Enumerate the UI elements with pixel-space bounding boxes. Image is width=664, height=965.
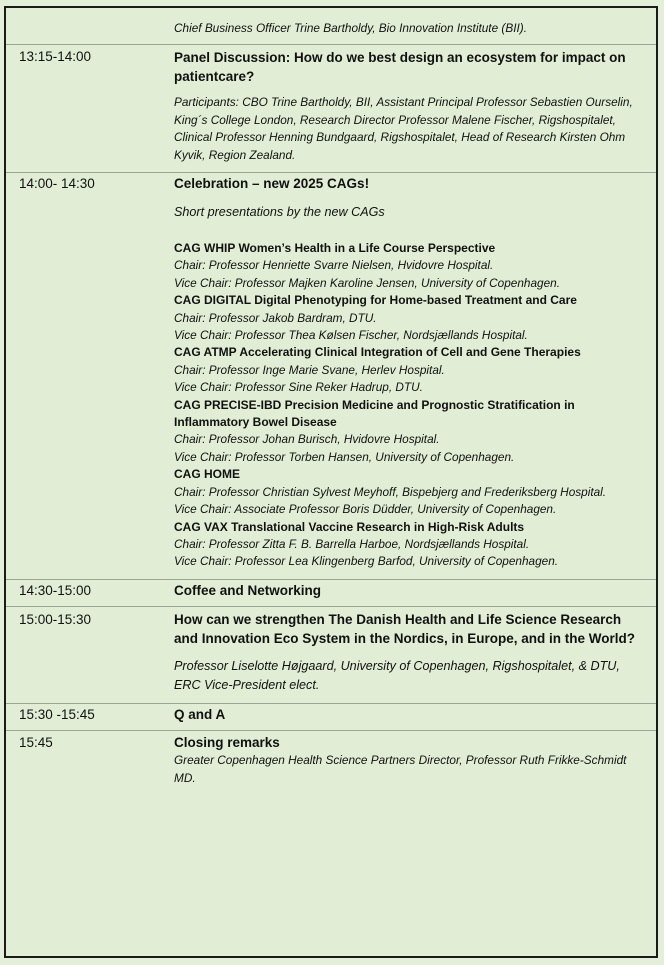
cag-title: CAG ATMP Accelerating Clinical Integration of Cell and Gene Therapies <box>174 345 581 360</box>
row-divider <box>6 606 656 607</box>
row-title: Panel Discussion: How do we best design an ecosystem for impact on patientcare? <box>174 50 626 84</box>
cag-vice-chair: Vice Chair: Professor Torben Hansen, University of Copenhagen. <box>174 449 515 464</box>
row-divider <box>6 730 656 731</box>
cag-chair: Chair: Professor Henriette Svarre Nielsen, Hvidovre Hospital. <box>174 258 494 273</box>
row-title: How can we strengthen The Danish Health and Life Science Research and Innovation Eco System in the Nordics, in Europe, and in the World? <box>174 612 636 646</box>
program-frame <box>4 6 658 958</box>
cag-chair: Chair: Professor Johan Burisch, Hvidovre Hospital. <box>174 432 440 447</box>
cag-vice-chair: Vice Chair: Professor Majken Karoline Jensen, University of Copenhagen. <box>174 275 561 290</box>
row-time: 13:15-14:00 <box>19 49 92 64</box>
row-note: Greater Copenhagen Health Science Partners Director, Professor Ruth Frikke-Schmidt MD. <box>174 753 627 785</box>
row-divider <box>6 44 656 45</box>
row-note: Professor Liselotte Højgaard, University of Copenhagen, Rigshospitalet, & DTU, ERC Vice-President elect. <box>174 659 620 692</box>
row-time: 15:30 -15:45 <box>19 707 95 722</box>
intro-line: Chief Business Officer Trine Bartholdy, Bio Innovation Institute (BII). <box>174 21 527 35</box>
row-time: 14:00- 14:30 <box>19 176 95 191</box>
cag-vice-chair: Vice Chair: Professor Lea Klingenberg Barfod, University of Copenhagen. <box>174 554 559 569</box>
cag-title: CAG WHIP Women’s Health in a Life Course Perspective <box>174 241 496 255</box>
row-time: 15:00-15:30 <box>19 612 92 627</box>
row-title: Q and A <box>174 707 226 722</box>
row-title: Coffee and Networking <box>174 583 322 598</box>
row-divider <box>6 172 656 173</box>
cag-chair: Chair: Professor Zitta F. B. Barrella Harboe, Nordsjællands Hospital. <box>174 536 530 551</box>
cag-title: CAG HOME <box>174 467 240 482</box>
row-title: Closing remarks <box>174 735 280 750</box>
row-note: Short presentations by the new CAGs <box>174 205 385 219</box>
cag-vice-chair: Vice Chair: Associate Professor Boris Düdder, University of Copenhagen. <box>174 502 557 517</box>
cag-title: CAG DIGITAL Digital Phenotyping for Home-based Treatment and Care <box>174 293 577 308</box>
cag-vice-chair: Vice Chair: Professor Sine Reker Hadrup, DTU. <box>174 380 423 395</box>
row-time: 14:30-15:00 <box>19 583 92 598</box>
cag-chair: Chair: Professor Jakob Bardram, DTU. <box>174 310 377 325</box>
cag-vice-chair: Vice Chair: Professor Thea Kølsen Fischer, Nordsjællands Hospital. <box>174 328 528 343</box>
row-divider <box>6 579 656 580</box>
row-divider <box>6 703 656 704</box>
row-note: Participants: CBO Trine Bartholdy, BII, Assistant Principal Professor Sebastien Ourselin, King´s College London, Research Director Professor Malene Fischer, Rigshospitalet, Clinical Professor Henning Bundgaard, Rigshospitalet, Head of Research Kirsten Ohm Kyvik, Region Zealand. <box>174 95 633 162</box>
cag-chair: Chair: Professor Christian Sylvest Meyhoff, Bispebjerg and Frederiksberg Hospital. <box>174 484 607 499</box>
row-title: Celebration – new 2025 CAGs! <box>174 176 370 191</box>
cag-list <box>174 240 644 571</box>
row-time: 15:45 <box>19 735 53 750</box>
cag-title: CAG VAX Translational Vaccine Research in High-Risk Adults <box>174 519 525 534</box>
cag-chair: Chair: Professor Inge Marie Svane, Herlev Hospital. <box>174 362 445 377</box>
cag-title: CAG PRECISE-IBD Precision Medicine and Prognostic Stratification in Inflammatory Bowel Disease <box>174 397 575 430</box>
